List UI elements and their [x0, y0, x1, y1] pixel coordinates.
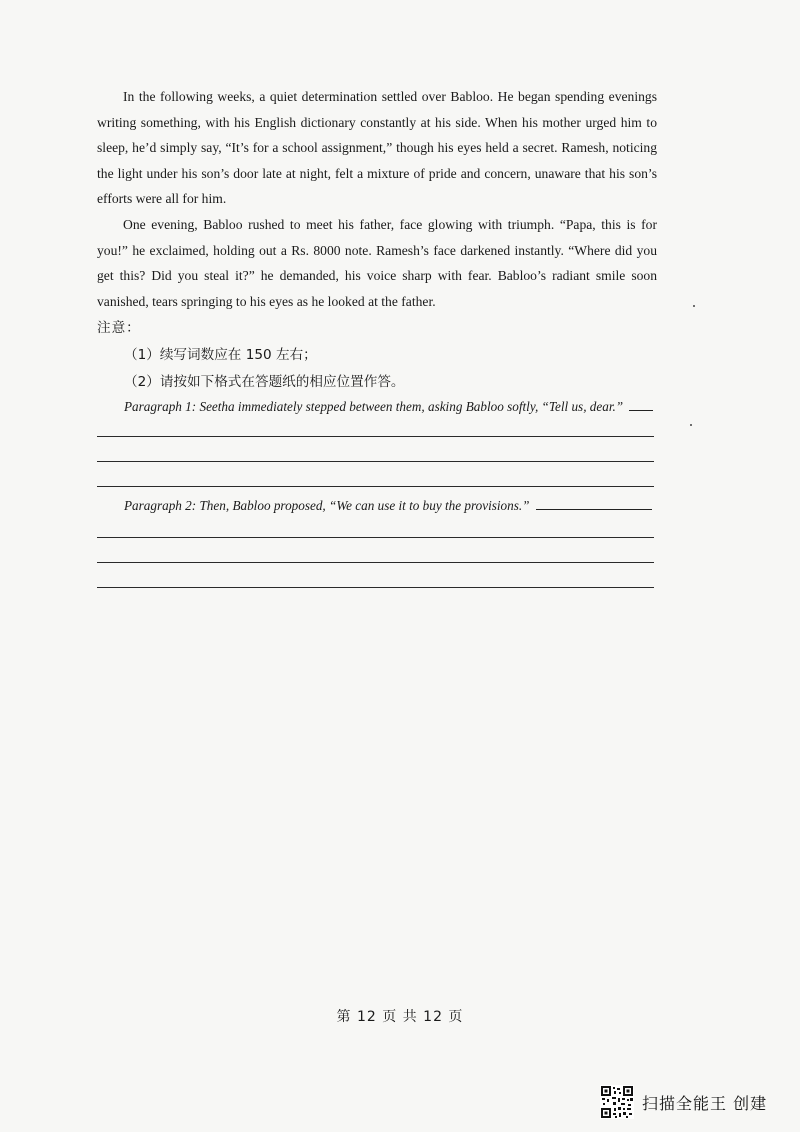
paragraph-1-opening: Seetha immediately stepped between them, asking Babloo softly, “Tell us, dear.” [199, 399, 624, 414]
story-paragraph-1: In the following weeks, a quiet determination settled over Babloo. He began spending evenings writing something, with his English dictionary constantly at his side. When his mother urged him to sleep, he’d simply say, “It’s for a school assignment,” though his eyes held a secret. Ramesh, noticing the light under his son’s door late at night, felt a mixture of pride and concern, unaware that his son’s efforts were all for him. [97, 89, 657, 207]
answer-line[interactable] [97, 436, 654, 437]
note-answer-format: （2）请按如下格式在答题纸的相应位置作答。 [124, 374, 405, 390]
scan-speck [690, 424, 692, 426]
paragraph-1-blank[interactable] [629, 398, 653, 411]
page-number: 第 12 页 共 12 页 [336, 1009, 464, 1025]
paragraph-1-prompt [124, 398, 654, 415]
scan-speck [693, 305, 695, 307]
answer-line[interactable] [97, 562, 654, 563]
story-text [97, 84, 657, 314]
watermark-text: 扫描全能王 创建 [642, 1093, 768, 1113]
story-paragraph-2: One evening, Babloo rushed to meet his father, face glowing with triumph. “Papa, this is for you!” he exclaimed, holding out a Rs. 8000 note. Ramesh’s face darkened instantly. “Where did you get this? Did you steal it?” he demanded, his voice sharp with fear. Babloo’s radiant smile soon vanished, tears springing to his eyes as he looked at the father. [97, 216, 657, 309]
paragraph-1-label: Paragraph 1: [124, 399, 197, 414]
paragraph-2-prompt [124, 497, 654, 514]
paragraph-2-blank[interactable] [536, 497, 652, 510]
paragraph-2-label: Paragraph 2: [124, 498, 197, 513]
note-word-count: （1）续写词数应在 150 左右； [124, 347, 317, 363]
notes-title: 注意： [97, 320, 141, 336]
qr-code-icon [600, 1085, 634, 1119]
scanner-watermark [600, 1086, 767, 1118]
answer-line[interactable] [97, 486, 654, 487]
answer-line[interactable] [97, 461, 654, 462]
answer-line[interactable] [97, 587, 654, 588]
paragraph-2-opening: Then, Babloo proposed, “We can use it to buy the provisions.” [199, 498, 530, 513]
answer-line[interactable] [97, 537, 654, 538]
